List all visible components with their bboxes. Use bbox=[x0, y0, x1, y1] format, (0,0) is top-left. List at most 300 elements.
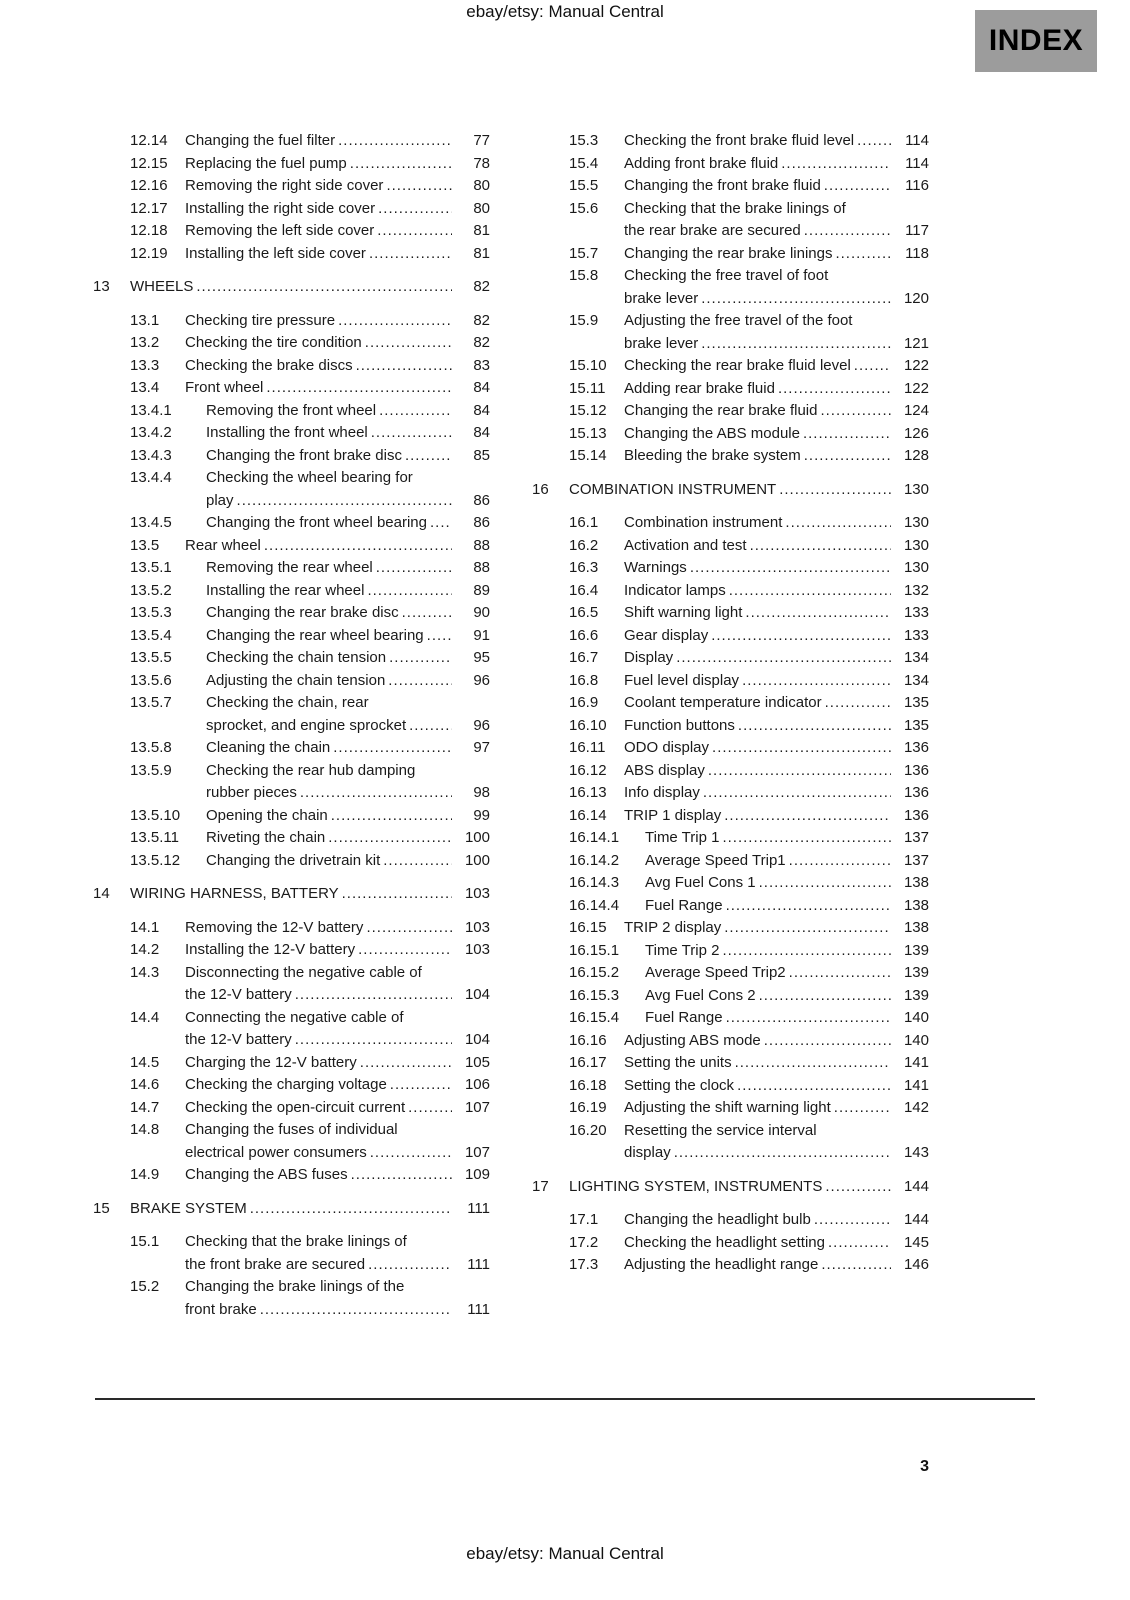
toc-entry-title: Checking that the brake linings of the rear brake are secured ..... bbox=[624, 198, 866, 243]
toc-entry-number: 16.14.1 bbox=[569, 829, 620, 846]
toc-entry-leader bbox=[185, 1052, 452, 1075]
toc-entry-title: Changing the rear brake disc ..... bbox=[206, 602, 399, 625]
toc-entry-page: 109 bbox=[464, 1166, 490, 1183]
toc-entry-leader bbox=[624, 153, 891, 176]
toc-entry-row bbox=[93, 580, 490, 603]
toc-entry-number: 14.3 bbox=[130, 963, 160, 981]
toc-entry-title: Checking the chain tension ..... bbox=[206, 647, 386, 670]
toc-entry-page: 104 bbox=[464, 1031, 490, 1048]
toc-entry-page: 82 bbox=[473, 311, 490, 329]
toc-entry-row bbox=[532, 850, 929, 873]
toc-entry-row bbox=[93, 1119, 490, 1164]
toc-entry-title: Changing the front brake fluid ..... bbox=[624, 175, 821, 198]
toc-entry-title: Warnings ..... bbox=[624, 557, 687, 580]
toc-entry-leader bbox=[185, 535, 452, 558]
toc-entry-row bbox=[93, 377, 490, 400]
toc-entry-title: ABS display ..... bbox=[624, 760, 705, 783]
toc-chapter-row bbox=[93, 883, 490, 906]
toc-entry-number: 13.5.8 bbox=[130, 739, 172, 756]
toc-entry-title: Bleeding the brake system ..... bbox=[624, 445, 801, 468]
toc-entry-leader bbox=[645, 962, 891, 985]
toc-entry-leader bbox=[185, 1074, 452, 1097]
toc-entry-title: Checking tire pressure ..... bbox=[185, 310, 335, 333]
toc-entry-title: Changing the ABS fuses ..... bbox=[185, 1164, 348, 1187]
toc-entry-page: 133 bbox=[903, 604, 929, 621]
header-doc-title: ebay/etsy: Manual Central bbox=[466, 2, 664, 21]
toc-entry-row bbox=[532, 1097, 929, 1120]
toc-entry-page: 85 bbox=[473, 446, 490, 464]
toc-entry-title: Shift warning light ..... bbox=[624, 602, 742, 625]
toc-entry-leader bbox=[645, 827, 891, 850]
toc-entry-page: 83 bbox=[473, 356, 490, 374]
toc-entry-title: Disconnecting the negative cable of the 12-V battery ..... bbox=[185, 962, 427, 1007]
toc-entry-row bbox=[532, 670, 929, 693]
toc-entry-row bbox=[532, 355, 929, 378]
toc-entry-title: Coolant temperature indicator ..... bbox=[624, 692, 822, 715]
toc-entry-leader bbox=[185, 220, 452, 243]
toc-entry-title: BRAKE SYSTEM ..... bbox=[130, 1198, 247, 1221]
toc-entry-row bbox=[532, 400, 929, 423]
toc-entry-row bbox=[532, 243, 929, 266]
toc-entry-page: 122 bbox=[903, 357, 929, 374]
toc-entry-number: 15.11 bbox=[569, 379, 606, 397]
toc-entry-leader bbox=[645, 985, 891, 1008]
toc-entry-page: 122 bbox=[903, 379, 929, 397]
toc-entry-row bbox=[532, 1075, 929, 1098]
toc-entry-leader bbox=[206, 625, 452, 648]
toc-entry-page: 81 bbox=[473, 222, 490, 239]
table-of-contents bbox=[93, 130, 929, 1321]
toc-entry-page: 84 bbox=[473, 424, 490, 441]
toc-entry-leader bbox=[185, 355, 452, 378]
toc-entry-title: Charging the 12-V battery ..... bbox=[185, 1052, 357, 1075]
toc-entry-page: 136 bbox=[903, 784, 929, 801]
toc-entry-row bbox=[532, 625, 929, 648]
toc-entry-leader bbox=[624, 647, 891, 670]
toc-entry-title: Installing the front wheel ..... bbox=[206, 422, 368, 445]
toc-entry-title: Checking the headlight setting ..... bbox=[624, 1232, 825, 1255]
toc-entry-leader bbox=[645, 1007, 891, 1030]
toc-entry-leader bbox=[569, 479, 891, 502]
toc-entry-number: 16.14.2 bbox=[569, 851, 620, 869]
toc-entry-page: 133 bbox=[903, 626, 929, 644]
toc-entry-number: 13.5.10 bbox=[130, 806, 181, 824]
toc-entry-title: Changing the brake linings of the front brake ..... bbox=[185, 1276, 427, 1321]
toc-entry-page: 116 bbox=[905, 177, 929, 194]
toc-entry-row bbox=[93, 1276, 490, 1321]
toc-entry-leader bbox=[624, 1120, 891, 1165]
toc-entry-title: Activation and test ..... bbox=[624, 535, 747, 558]
toc-entry-number: 15 bbox=[93, 1199, 110, 1217]
toc-entry-page: 111 bbox=[467, 1199, 490, 1217]
toc-entry-page: 138 bbox=[903, 896, 929, 914]
toc-entry-row bbox=[93, 917, 490, 940]
toc-entry-page: 143 bbox=[903, 1144, 929, 1161]
toc-entry-row bbox=[93, 355, 490, 378]
toc-entry-number: 13.5.9 bbox=[130, 761, 172, 779]
toc-entry-page: 141 bbox=[903, 1076, 929, 1094]
toc-entry-page: 144 bbox=[903, 1177, 929, 1195]
toc-entry-number: 13.5.1 bbox=[130, 559, 172, 576]
toc-entry-page: 124 bbox=[903, 402, 929, 419]
toc-entry-page: 78 bbox=[473, 154, 490, 172]
toc-entry-row bbox=[93, 175, 490, 198]
toc-entry-leader bbox=[185, 198, 452, 221]
toc-entry-number: 16.15.2 bbox=[569, 964, 620, 981]
toc-entry-page: 120 bbox=[903, 289, 929, 307]
toc-entry-title: Checking the free travel of foot brake lever ..... bbox=[624, 265, 866, 310]
toc-entry-row bbox=[532, 805, 929, 828]
toc-entry-row bbox=[532, 760, 929, 783]
toc-entry-leader bbox=[624, 355, 891, 378]
toc-entry-title: Checking that the brake linings of the front brake are secured ..... bbox=[185, 1231, 427, 1276]
toc-entry-leader bbox=[624, 400, 891, 423]
toc-entry-number: 16.13 bbox=[569, 784, 607, 801]
toc-entry-number: 17.2 bbox=[569, 1233, 599, 1251]
toc-entry-number: 16 bbox=[532, 480, 549, 498]
toc-entry-page: 121 bbox=[903, 334, 929, 352]
toc-entry-row bbox=[532, 917, 929, 940]
toc-entry-title: Changing the fuses of individual electrical power consumers ..... bbox=[185, 1119, 427, 1164]
toc-entry-page: 96 bbox=[473, 716, 490, 734]
toc-entry-leader bbox=[185, 917, 452, 940]
toc-entry-number: 15.8 bbox=[569, 267, 599, 284]
toc-entry-number: 16.14.4 bbox=[569, 896, 620, 914]
toc-entry-title: Function buttons ..... bbox=[624, 715, 735, 738]
toc-entry-row bbox=[93, 1097, 490, 1120]
toc-entry-page: 84 bbox=[473, 379, 490, 396]
toc-entry-title: Checking the wheel bearing for play ..... bbox=[206, 467, 427, 512]
toc-entry-page: 84 bbox=[473, 401, 490, 419]
toc-entry-title: Installing the left side cover ..... bbox=[185, 243, 366, 266]
toc-entry-page: 91 bbox=[473, 626, 490, 644]
toc-entry-page: 100 bbox=[464, 829, 490, 846]
toc-entry-page: 82 bbox=[473, 278, 490, 295]
toc-entry-title: Time Trip 1 ..... bbox=[645, 827, 719, 850]
toc-entry-row bbox=[93, 198, 490, 221]
toc-entry-page: 134 bbox=[903, 671, 929, 689]
toc-entry-page: 100 bbox=[464, 851, 490, 869]
toc-entry-number: 15.9 bbox=[569, 312, 599, 329]
toc-entry-number: 16.15.4 bbox=[569, 1009, 620, 1026]
toc-entry-number: 15.3 bbox=[569, 132, 599, 149]
toc-entry-leader bbox=[624, 423, 891, 446]
toc-entry-title: Checking the tire condition ..... bbox=[185, 332, 362, 355]
toc-entry-title: ODO display ..... bbox=[624, 737, 709, 760]
toc-entry-title: Checking the rear hub damping rubber pieces ..... bbox=[206, 760, 427, 805]
toc-entry-title: Changing the rear brake fluid ..... bbox=[624, 400, 817, 423]
toc-entry-row bbox=[532, 557, 929, 580]
toc-entry-page: 142 bbox=[903, 1099, 929, 1116]
toc-entry-leader bbox=[624, 602, 891, 625]
toc-chapter-row bbox=[532, 1176, 929, 1199]
toc-entry-row bbox=[93, 602, 490, 625]
toc-entry-number: 16.6 bbox=[569, 626, 599, 644]
toc-entry-title: Removing the left side cover ..... bbox=[185, 220, 374, 243]
toc-entry-leader bbox=[185, 1007, 452, 1052]
toc-entry-page: 130 bbox=[903, 536, 929, 554]
toc-entry-title: Resetting the service interval display ..... bbox=[624, 1120, 866, 1165]
toc-entry-title: Changing the ABS module ..... bbox=[624, 423, 800, 446]
toc-entry-row bbox=[532, 198, 929, 243]
toc-entry-row bbox=[93, 1164, 490, 1187]
toc-entry-title: Display ..... bbox=[624, 647, 673, 670]
toc-entry-number: 17.1 bbox=[569, 1211, 599, 1228]
toc-entry-title: Setting the clock ..... bbox=[624, 1075, 734, 1098]
toc-entry-leader bbox=[206, 602, 452, 625]
toc-entry-number: 13.4.4 bbox=[130, 469, 172, 486]
toc-entry-row bbox=[93, 535, 490, 558]
toc-entry-row bbox=[93, 422, 490, 445]
toc-entry-leader bbox=[624, 512, 891, 535]
toc-entry-row bbox=[532, 153, 929, 176]
toc-entry-page: 111 bbox=[467, 1300, 490, 1318]
toc-entry-title: Checking the charging voltage ..... bbox=[185, 1074, 387, 1097]
toc-entry-number: 16.3 bbox=[569, 559, 599, 576]
toc-entry-title: Fuel Range ..... bbox=[645, 1007, 723, 1030]
toc-entry-page: 145 bbox=[903, 1233, 929, 1251]
toc-entry-leader bbox=[206, 422, 452, 445]
toc-entry-number: 13.5 bbox=[130, 536, 160, 554]
toc-entry-row bbox=[93, 332, 490, 355]
toc-entry-row bbox=[532, 580, 929, 603]
toc-entry-row bbox=[93, 557, 490, 580]
toc-entry-number: 13.5.5 bbox=[130, 649, 172, 666]
toc-entry-leader bbox=[206, 670, 452, 693]
toc-entry-leader bbox=[185, 1276, 452, 1321]
toc-entry-leader bbox=[206, 805, 452, 828]
toc-entry-number: 14.9 bbox=[130, 1166, 160, 1183]
toc-entry-number: 13.4.3 bbox=[130, 446, 172, 464]
toc-entry-title: Time Trip 2 ..... bbox=[645, 940, 719, 963]
toc-entry-title: Checking the brake discs ..... bbox=[185, 355, 353, 378]
toc-entry-number: 16.14 bbox=[569, 806, 607, 824]
toc-entry-number: 13.5.3 bbox=[130, 604, 172, 621]
toc-entry-page: 130 bbox=[903, 480, 929, 498]
toc-entry-page: 106 bbox=[464, 1076, 490, 1093]
toc-entry-title: WIRING HARNESS, BATTERY ..... bbox=[130, 883, 339, 906]
toc-entry-row bbox=[532, 1052, 929, 1075]
toc-entry-row bbox=[93, 692, 490, 737]
toc-entry-page: 105 bbox=[464, 1053, 490, 1071]
toc-entry-leader bbox=[645, 850, 891, 873]
toc-entry-leader bbox=[624, 1030, 891, 1053]
toc-entry-number: 16.18 bbox=[569, 1076, 607, 1094]
toc-entry-page: 118 bbox=[905, 244, 929, 262]
toc-entry-leader bbox=[624, 760, 891, 783]
toc-entry-leader bbox=[185, 243, 452, 266]
toc-entry-row bbox=[93, 1007, 490, 1052]
toc-entry-page: 135 bbox=[903, 716, 929, 734]
toc-entry-leader bbox=[624, 805, 891, 828]
toc-entry-number: 16.7 bbox=[569, 649, 599, 666]
toc-entry-leader bbox=[206, 400, 452, 423]
toc-entry-page: 103 bbox=[464, 941, 490, 958]
toc-entry-number: 16.5 bbox=[569, 604, 599, 621]
toc-entry-leader bbox=[206, 827, 452, 850]
toc-entry-title: TRIP 1 display ..... bbox=[624, 805, 721, 828]
toc-entry-number: 13.5.4 bbox=[130, 626, 172, 644]
toc-entry-title: Average Speed Trip1 ..... bbox=[645, 850, 786, 873]
toc-entry-number: 15.2 bbox=[130, 1278, 160, 1295]
toc-entry-page: 141 bbox=[903, 1054, 929, 1071]
toc-entry-row bbox=[532, 985, 929, 1008]
toc-entry-number: 16.16 bbox=[569, 1031, 607, 1049]
toc-entry-page: 139 bbox=[903, 986, 929, 1004]
toc-entry-number: 13.4 bbox=[130, 379, 160, 396]
toc-entry-row bbox=[532, 175, 929, 198]
toc-entry-row bbox=[93, 737, 490, 760]
toc-entry-leader bbox=[624, 378, 891, 401]
toc-entry-leader bbox=[185, 332, 452, 355]
toc-entry-title: Installing the right side cover ..... bbox=[185, 198, 375, 221]
toc-entry-number: 12.19 bbox=[130, 244, 168, 262]
toc-entry-leader bbox=[130, 1198, 452, 1221]
toc-entry-number: 16.4 bbox=[569, 581, 599, 599]
page-number: 3 bbox=[920, 1458, 929, 1475]
toc-entry-number: 15.4 bbox=[569, 154, 599, 172]
toc-entry-leader bbox=[185, 153, 452, 176]
toc-entry-title: Riveting the chain ..... bbox=[206, 827, 325, 850]
toc-entry-number: 14 bbox=[93, 885, 110, 902]
toc-entry-title: Checking the front brake fluid level ..... bbox=[624, 130, 854, 153]
toc-entry-page: 86 bbox=[473, 514, 490, 531]
footer-doc-title: ebay/etsy: Manual Central bbox=[466, 1544, 664, 1563]
toc-entry-number: 16.20 bbox=[569, 1121, 607, 1139]
toc-entry-leader bbox=[206, 760, 452, 805]
toc-entry-number: 15.10 bbox=[569, 357, 607, 374]
toc-entry-leader bbox=[624, 1254, 891, 1277]
toc-entry-title: Changing the fuel filter ..... bbox=[185, 130, 335, 153]
toc-entry-number: 13.4.1 bbox=[130, 401, 172, 419]
toc-entry-leader bbox=[645, 940, 891, 963]
toc-entry-leader bbox=[206, 850, 452, 873]
toc-entry-page: 107 bbox=[464, 1098, 490, 1116]
toc-entry-page: 80 bbox=[473, 199, 490, 217]
toc-entry-number: 13.4.5 bbox=[130, 514, 172, 531]
toc-entry-row bbox=[93, 939, 490, 962]
toc-entry-leader bbox=[624, 535, 891, 558]
toc-entry-number: 13.2 bbox=[130, 334, 160, 351]
toc-entry-leader bbox=[624, 917, 891, 940]
toc-entry-number: 16.19 bbox=[569, 1099, 607, 1116]
toc-entry-leader bbox=[206, 647, 452, 670]
toc-chapter-row bbox=[532, 479, 929, 502]
toc-entry-leader bbox=[624, 1232, 891, 1255]
toc-entry-leader bbox=[206, 737, 452, 760]
toc-entry-row bbox=[532, 715, 929, 738]
toc-entry-leader bbox=[624, 175, 891, 198]
toc-entry-title: Changing the headlight bulb ..... bbox=[624, 1209, 811, 1232]
toc-entry-page: 139 bbox=[903, 941, 929, 959]
toc-entry-leader bbox=[130, 883, 452, 906]
toc-entry-row bbox=[93, 647, 490, 670]
toc-entry-number: 16.12 bbox=[569, 761, 607, 779]
toc-entry-row bbox=[532, 445, 929, 468]
toc-chapter-row bbox=[93, 1198, 490, 1221]
toc-entry-title: Adjusting ABS mode ..... bbox=[624, 1030, 761, 1053]
toc-entry-leader bbox=[624, 130, 891, 153]
toc-entry-row bbox=[532, 1007, 929, 1030]
toc-entry-leader bbox=[624, 198, 891, 243]
toc-entry-number: 15.5 bbox=[569, 177, 599, 194]
toc-entry-leader bbox=[624, 310, 891, 355]
toc-entry-page: 95 bbox=[473, 649, 490, 666]
toc-entry-number: 16.8 bbox=[569, 671, 599, 689]
toc-entry-page: 99 bbox=[473, 806, 490, 824]
toc-entry-page: 136 bbox=[903, 761, 929, 779]
toc-entry-leader bbox=[185, 130, 452, 153]
toc-entry-title: Cleaning the chain ..... bbox=[206, 737, 330, 760]
toc-entry-page: 77 bbox=[473, 132, 490, 149]
toc-entry-page: 82 bbox=[473, 334, 490, 351]
toc-entry-page: 117 bbox=[905, 222, 929, 239]
toc-entry-number: 12.16 bbox=[130, 177, 168, 194]
toc-entry-page: 103 bbox=[464, 918, 490, 936]
toc-entry-title: Removing the right side cover ..... bbox=[185, 175, 383, 198]
toc-entry-row bbox=[532, 265, 929, 310]
toc-entry-number: 13.5.7 bbox=[130, 694, 172, 711]
toc-entry-number: 14.7 bbox=[130, 1098, 160, 1116]
toc-entry-page: 88 bbox=[473, 536, 490, 554]
toc-entry-page: 107 bbox=[464, 1143, 490, 1161]
toc-entry-number: 16.10 bbox=[569, 716, 607, 734]
toc-entry-title: Removing the 12-V battery ..... bbox=[185, 917, 363, 940]
toc-left-column bbox=[93, 130, 490, 1321]
toc-entry-leader bbox=[624, 580, 891, 603]
toc-entry-page: 96 bbox=[473, 671, 490, 689]
toc-entry-row bbox=[93, 310, 490, 333]
toc-entry-title: Checking the chain, rear sprocket, and engine sprocket ..... bbox=[206, 692, 427, 737]
toc-entry-title: COMBINATION INSTRUMENT ..... bbox=[569, 479, 776, 502]
toc-entry-page: 140 bbox=[903, 1009, 929, 1026]
toc-entry-leader bbox=[624, 557, 891, 580]
toc-entry-number: 16.15.3 bbox=[569, 986, 620, 1004]
toc-entry-number: 14.2 bbox=[130, 941, 160, 958]
toc-entry-title: Opening the chain ..... bbox=[206, 805, 328, 828]
toc-entry-number: 14.5 bbox=[130, 1053, 160, 1071]
toc-entry-title: Changing the front brake disc ..... bbox=[206, 445, 402, 468]
toc-entry-page: 144 bbox=[903, 1211, 929, 1228]
toc-entry-leader bbox=[624, 1052, 891, 1075]
toc-entry-row bbox=[532, 692, 929, 715]
toc-entry-page: 130 bbox=[903, 514, 929, 531]
toc-entry-page: 130 bbox=[903, 559, 929, 576]
toc-entry-leader bbox=[185, 310, 452, 333]
toc-entry-title: Installing the rear wheel ..... bbox=[206, 580, 364, 603]
toc-entry-row bbox=[93, 962, 490, 1007]
toc-entry-number: 15.6 bbox=[569, 199, 599, 217]
toc-entry-row bbox=[532, 130, 929, 153]
toc-entry-row bbox=[93, 1074, 490, 1097]
toc-entry-page: 86 bbox=[473, 491, 490, 509]
toc-entry-row bbox=[532, 782, 929, 805]
toc-entry-page: 134 bbox=[903, 649, 929, 666]
toc-entry-leader bbox=[185, 1164, 452, 1187]
toc-entry-title: Checking the open-circuit current ..... bbox=[185, 1097, 405, 1120]
toc-entry-number: 16.1 bbox=[569, 514, 599, 531]
toc-entry-leader bbox=[206, 557, 452, 580]
toc-entry-row bbox=[532, 512, 929, 535]
toc-entry-page: 136 bbox=[903, 739, 929, 756]
toc-entry-leader bbox=[206, 512, 452, 535]
toc-entry-number: 12.15 bbox=[130, 154, 168, 172]
toc-entry-number: 14.8 bbox=[130, 1121, 160, 1138]
toc-entry-number: 16.17 bbox=[569, 1054, 607, 1071]
toc-entry-row bbox=[93, 130, 490, 153]
toc-entry-title: Fuel Range ..... bbox=[645, 895, 723, 918]
toc-entry-leader bbox=[206, 467, 452, 512]
